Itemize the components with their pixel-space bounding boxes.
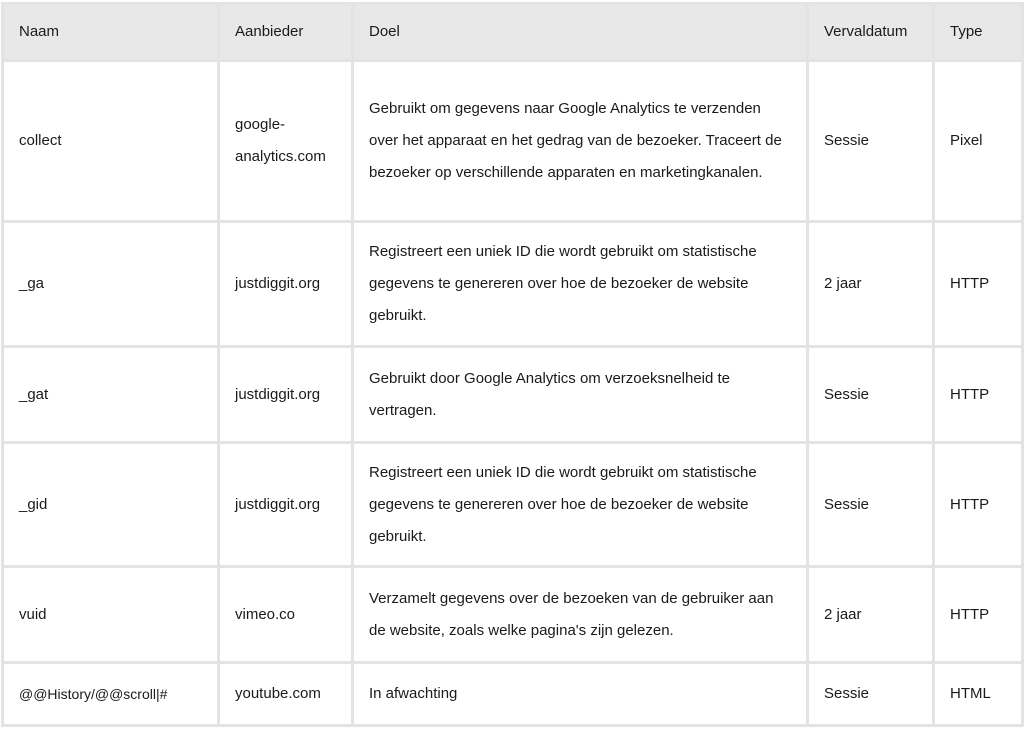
cookie-provider-cell: google-analytics.com bbox=[219, 61, 353, 222]
cookie-table bbox=[1, 2, 1024, 727]
cookie-purpose-cell: Gebruikt door Google Analytics om verzoeksnelheid te vertragen. bbox=[353, 347, 808, 443]
table-row bbox=[3, 61, 1023, 222]
cookie-provider-cell: justdiggit.org bbox=[219, 347, 353, 443]
cookie-purpose-cell: Registreert een uniek ID die wordt gebruikt om statistische gegevens te genereren over hoe de bezoeker de website gebruikt. bbox=[353, 222, 808, 347]
table-header bbox=[3, 4, 1023, 61]
cookie-name-cell: collect bbox=[3, 61, 219, 222]
cookie-expiry-cell: Sessie bbox=[808, 347, 934, 443]
cookie-name-cell: _ga bbox=[3, 222, 219, 347]
column-header-aanbieder: Aanbieder bbox=[219, 4, 353, 61]
cookie-type-cell: HTTP bbox=[934, 347, 1023, 443]
cookie-provider-cell: vimeo.co bbox=[219, 567, 353, 663]
cookie-type-cell: HTML bbox=[934, 663, 1023, 726]
column-header-naam: Naam bbox=[3, 4, 219, 61]
cookie-expiry-cell: Sessie bbox=[808, 61, 934, 222]
table-row bbox=[3, 222, 1023, 347]
table-row bbox=[3, 663, 1023, 726]
cookie-purpose-cell: In afwachting bbox=[353, 663, 808, 726]
cookie-expiry-cell: Sessie bbox=[808, 663, 934, 726]
cookie-purpose-cell: Gebruikt om gegevens naar Google Analytics te verzenden over het apparaat en het gedrag van de bezoeker. Traceert de bezoeker op verschillende apparaten en marketingkanalen. bbox=[353, 61, 808, 222]
table-row bbox=[3, 347, 1023, 443]
column-header-vervaldatum: Vervaldatum bbox=[808, 4, 934, 61]
column-header-type: Type bbox=[934, 4, 1023, 61]
cookie-provider-cell: justdiggit.org bbox=[219, 222, 353, 347]
cookie-type-cell: HTTP bbox=[934, 222, 1023, 347]
cookie-expiry-cell: 2 jaar bbox=[808, 567, 934, 663]
column-header-doel: Doel bbox=[353, 4, 808, 61]
cookie-provider-cell: justdiggit.org bbox=[219, 443, 353, 567]
cookie-type-cell: HTTP bbox=[934, 443, 1023, 567]
table-body bbox=[3, 61, 1023, 726]
cookie-type-cell: Pixel bbox=[934, 61, 1023, 222]
cookie-type-cell: HTTP bbox=[934, 567, 1023, 663]
cookie-purpose-cell: Registreert een uniek ID die wordt gebruikt om statistische gegevens te genereren over hoe de bezoeker de website gebruikt. bbox=[353, 443, 808, 567]
cookie-name-cell: _gid bbox=[3, 443, 219, 567]
table-row bbox=[3, 443, 1023, 567]
cookie-provider-cell: youtube.com bbox=[219, 663, 353, 726]
table-row bbox=[3, 567, 1023, 663]
cookie-expiry-cell: Sessie bbox=[808, 443, 934, 567]
cookie-name-cell: @@History/@@scroll|# bbox=[3, 663, 219, 726]
cookie-purpose-cell: Verzamelt gegevens over de bezoeken van de gebruiker aan de website, zoals welke pagina's zijn gelezen. bbox=[353, 567, 808, 663]
cookie-name-cell: vuid bbox=[3, 567, 219, 663]
cookie-expiry-cell: 2 jaar bbox=[808, 222, 934, 347]
header-row bbox=[3, 4, 1023, 61]
cookie-name-cell: _gat bbox=[3, 347, 219, 443]
